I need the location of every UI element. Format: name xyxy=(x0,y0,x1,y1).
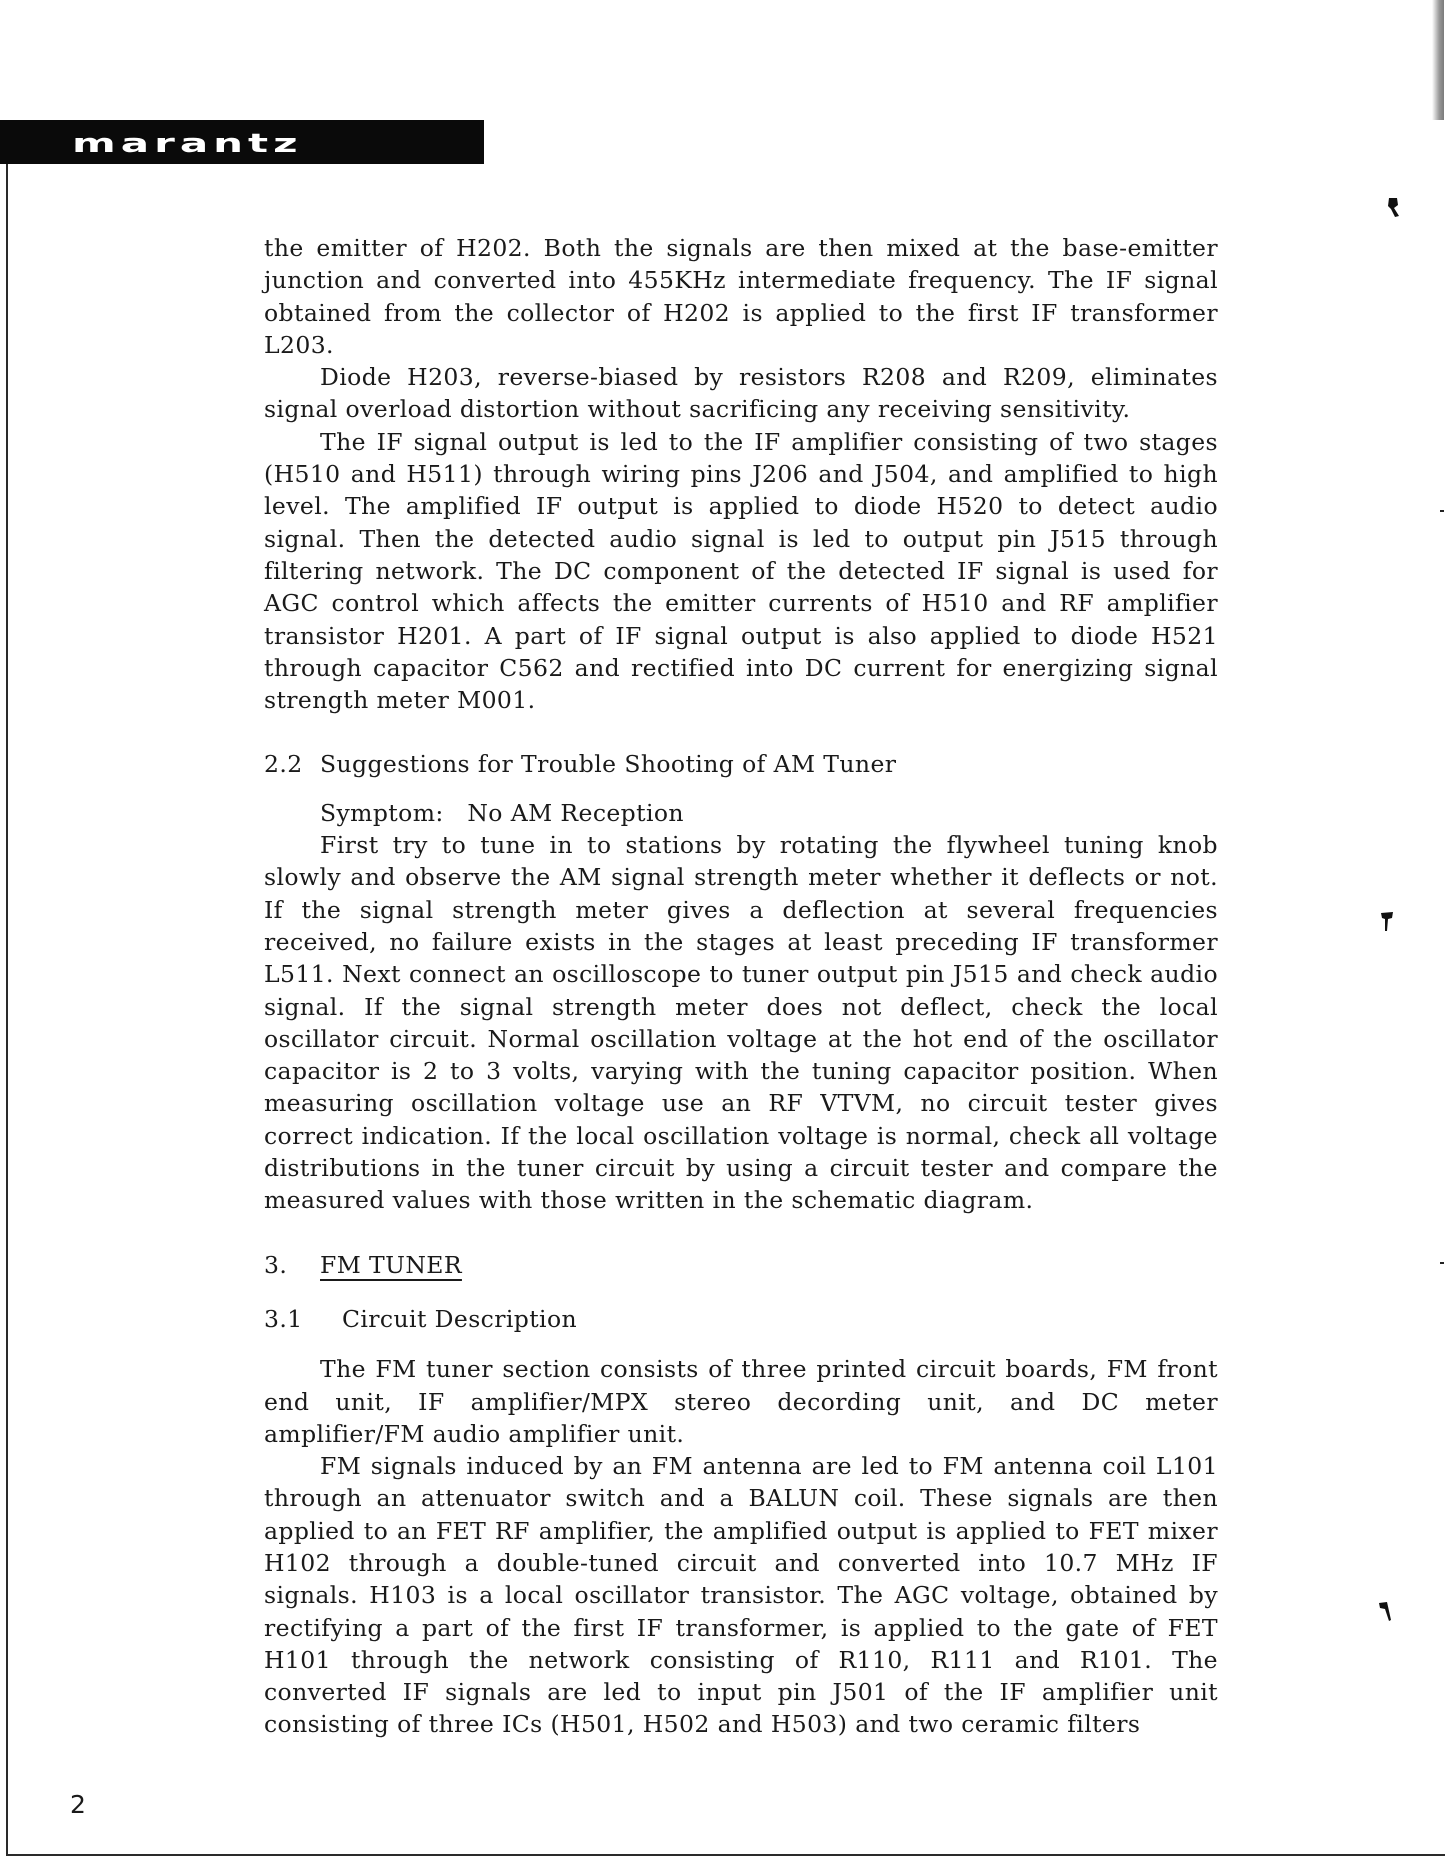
symptom-label: Symptom: xyxy=(320,798,444,827)
brand-logo: marantz xyxy=(72,127,303,159)
paragraph: the emitter of H202. Both the signals are then mixed at the base-emitter junction and converted into 455KHz intermediate frequency. The IF signal obtained from the collector of H202 is applied to the first IF transformer L203. xyxy=(264,234,1218,359)
section-number: 2.2 xyxy=(264,750,303,779)
paragraph: The FM tuner section consists of three printed circuit boards, FM front end unit, IF amplifier/MPX stereo decording unit, and DC meter amplifier/FM audio amplifier unit. xyxy=(264,1355,1218,1448)
section-heading-3 xyxy=(264,1249,1218,1281)
section-title: Suggestions for Trouble Shooting of AM Tuner xyxy=(320,750,897,779)
document-body xyxy=(264,232,1218,1741)
binder-hole-mark-top xyxy=(1386,196,1400,218)
paragraph: FM signals induced by an FM antenna are led to FM antenna coil L101 through an attenuator switch and a BALUN coil. These signals are then applied to an FET RF amplifier, the amplified output is applied to FET mixer H102 through a double-tuned circuit and converted into 10.7 MHz IF signals. H103 is a local oscillator transistor. The AGC voltage, obtained by rectifying a part of the first IF transformer, is applied to the gate of FET H101 through the network consisting of R110, R111 and R101. The converted IF signals are led to input pin J501 of the IF amplifier unit consisting of three ICs (H501, H502 and H503) and two ceramic filters xyxy=(264,1452,1218,1739)
corner-smudge xyxy=(1432,0,1444,120)
section-heading-3-1 xyxy=(264,1303,1218,1335)
paragraph: The IF signal output is led to the IF amplifier consisting of two stages (H510 and H511) through wiring pins J206 and J504, and amplified to high level. The amplified IF output is applied to diode H520 to detect audio signal. Then the detected audio signal is led to output pin J515 through filtering network. The DC component of the detected IF signal is used for AGC control which affects the emitter currents of H510 and RF amplifier transistor H201. A part of IF signal output is also applied to diode H521 through capacitor C562 and rectified into DC current for energizing signal strength meter M001. xyxy=(264,427,1218,715)
brand-header-bar xyxy=(0,120,484,164)
binder-hole-mark-middle xyxy=(1380,910,1394,932)
edge-speck xyxy=(1440,1262,1444,1264)
paragraph: First try to tune in to stations by rotating the flywheel tuning knob slowly and observe the AM signal strength meter whether it deflects or not. If the signal strength meter gives a deflection at several frequencies received, no failure exists in the stages at least preceding IF transformer L511. Next connect an oscilloscope to tuner output pin J515 and check audio signal. If the signal strength meter does not deflect, check the local oscillator circuit. Normal oscillation voltage at the hot end of the oscillator capacitor is 2 to 3 volts, varying with the tuning capacitor position. When measuring oscillation voltage use an RF VTVM, no circuit tester gives correct indication. If the local oscillation voltage is normal, check all voltage distributions in the tuner circuit by using a circuit tester and compare the measured values with those written in the schematic diagram. xyxy=(264,831,1218,1215)
page-number: 2 xyxy=(70,1790,86,1819)
section-title: FM TUNER xyxy=(320,1250,462,1279)
binder-hole-mark-bottom xyxy=(1378,1600,1392,1622)
symptom-line xyxy=(264,797,1218,829)
edge-speck xyxy=(1440,510,1444,512)
section-heading-2-2 xyxy=(264,748,1218,780)
paragraph: Diode H203, reverse-biased by resistors R208 and R209, eliminates signal overload distortion without sacrificing any receiving sensitivity. xyxy=(264,363,1218,424)
symptom-value: No AM Reception xyxy=(467,798,684,827)
section-number: 3. xyxy=(264,1250,288,1279)
section-title: Circuit Description xyxy=(342,1304,578,1333)
page-border-left xyxy=(6,164,8,1854)
page-border-bottom xyxy=(6,1854,1445,1856)
section-number: 3.1 xyxy=(264,1304,303,1333)
